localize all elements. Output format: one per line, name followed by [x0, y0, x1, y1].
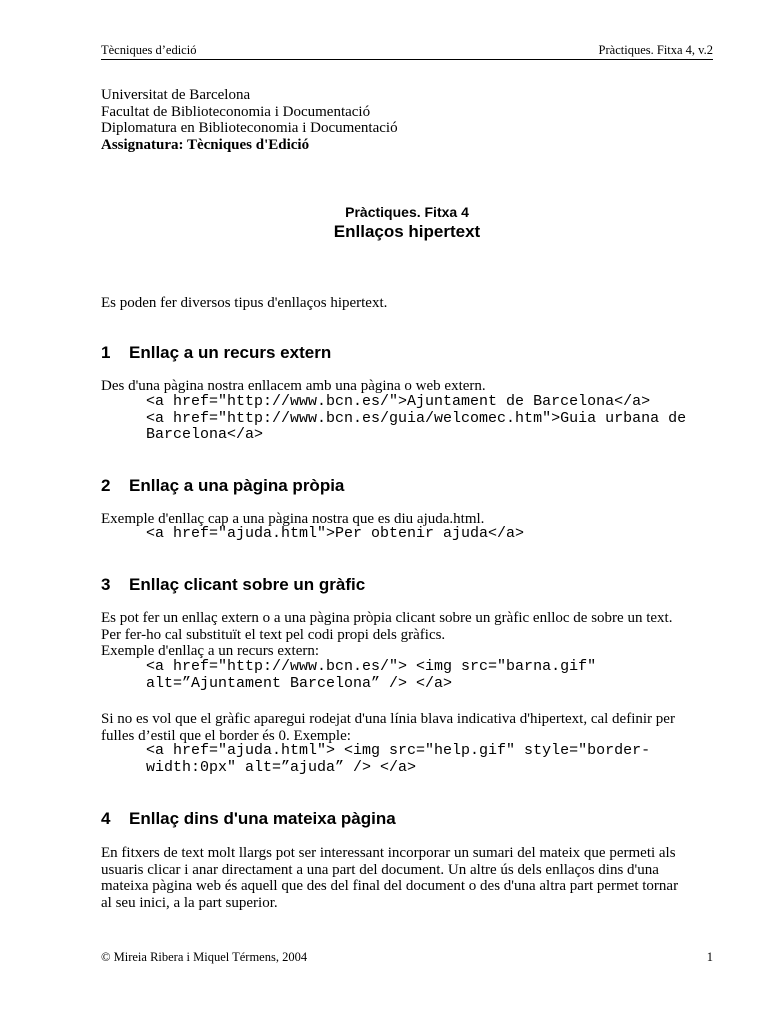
header-left: Tècniques d’edició — [101, 43, 197, 57]
university-name: Universitat de Barcelona — [101, 87, 251, 103]
section-3-text — [101, 610, 713, 660]
code-line: <a href="ajuda.html"> <img src="help.gif" style="border- — [146, 742, 651, 759]
section-2-heading — [101, 476, 344, 496]
code-line: Barcelona</a> — [146, 426, 264, 443]
section-1-code — [146, 394, 716, 444]
section-3-heading — [101, 575, 365, 595]
faculty-name: Facultat de Biblioteconomia i Documentació — [101, 103, 371, 120]
section-4-text — [101, 845, 713, 911]
section-3-text-2 — [101, 711, 713, 744]
code-line: <a href="http://www.bcn.es/guia/welcomec.htm">Guia urbana de — [146, 409, 687, 427]
page-header — [101, 43, 713, 60]
section-title: Enllaç a una pàgina pròpia — [129, 476, 345, 495]
text-line: al seu inici, a la part superior. — [101, 894, 278, 911]
subject-name: Assignatura: Tècniques d'Edició — [101, 136, 310, 153]
section-1-text: Des d'una pàgina nostra enllacem amb una pàgina o web extern. — [101, 378, 486, 394]
section-title: Enllaç dins d'una mateixa pàgina — [129, 809, 396, 828]
intro-paragraph: Es poden fer diversos tipus d'enllaços hipertext. — [101, 295, 388, 311]
page-number: 1 — [706, 950, 713, 964]
section-number: 3 — [101, 575, 111, 594]
text-line: mateixa pàgina web és aquell que des del final del document o des d'una altra part permet tornar — [101, 878, 679, 894]
document-title — [101, 204, 713, 243]
code-line: <a href="http://www.bcn.es/"> <img src="barna.gif" — [146, 658, 597, 675]
section-3-code — [146, 659, 716, 692]
page-footer — [101, 950, 713, 965]
text-line: Es pot fer un enllaç extern o a una pàgina pròpia clicant sobre un gràfic enlloc de sobre un text. — [101, 610, 673, 626]
code-line: width:0px" alt=”ajuda” /> </a> — [146, 758, 417, 776]
title-line-2: Enllaços hipertext — [333, 222, 481, 241]
section-number: 1 — [101, 343, 111, 362]
section-3-code-2 — [146, 743, 716, 776]
title-line-1: Pràctiques. Fitxa 4 — [345, 204, 469, 220]
code-line: <a href="http://www.bcn.es/">Ajuntament de Barcelona</a> — [146, 393, 651, 410]
text-line: Exemple d'enllaç a un recurs extern: — [101, 643, 320, 659]
section-2-code — [146, 526, 716, 543]
copyright: © Mireia Ribera i Miquel Térmens, 2004 — [101, 950, 308, 964]
header-right: Pràctiques. Fitxa 4, v.2 — [598, 43, 713, 57]
text-line: Si no es vol que el gràfic aparegui rodejat d'una línia blava indicativa d'hipertext, cal definir per — [101, 711, 675, 727]
text-line: fulles d’estil que el border és 0. Exemple: — [101, 727, 351, 744]
code-line: <a href="ajuda.html">Per obtenir ajuda</a> — [146, 525, 525, 542]
section-1-heading — [101, 343, 331, 363]
section-title: Enllaç clicant sobre un gràfic — [129, 575, 366, 594]
text-line: Per fer-ho cal substituït el text pel codi propi dels gràfics. — [101, 626, 446, 643]
section-2-text: Exemple d'enllaç cap a una pàgina nostra que es diu ajuda.html. — [101, 511, 485, 527]
section-4-heading — [101, 809, 396, 829]
code-line: alt=”Ajuntament Barcelona” /> </a> — [146, 674, 453, 692]
section-number: 4 — [101, 809, 111, 828]
section-number: 2 — [101, 476, 111, 495]
text-line: usuaris clicar i anar directament a una part del document. Un altre ús dels enllaços dins d'una — [101, 861, 659, 878]
section-title: Enllaç a un recurs extern — [129, 343, 332, 362]
institution-block — [101, 87, 398, 153]
text-line: En fitxers de text molt llargs pot ser interessant incorporar un sumari del mateix que permeti als — [101, 845, 676, 861]
degree-name: Diplomatura en Biblioteconomia i Documentació — [101, 120, 398, 136]
